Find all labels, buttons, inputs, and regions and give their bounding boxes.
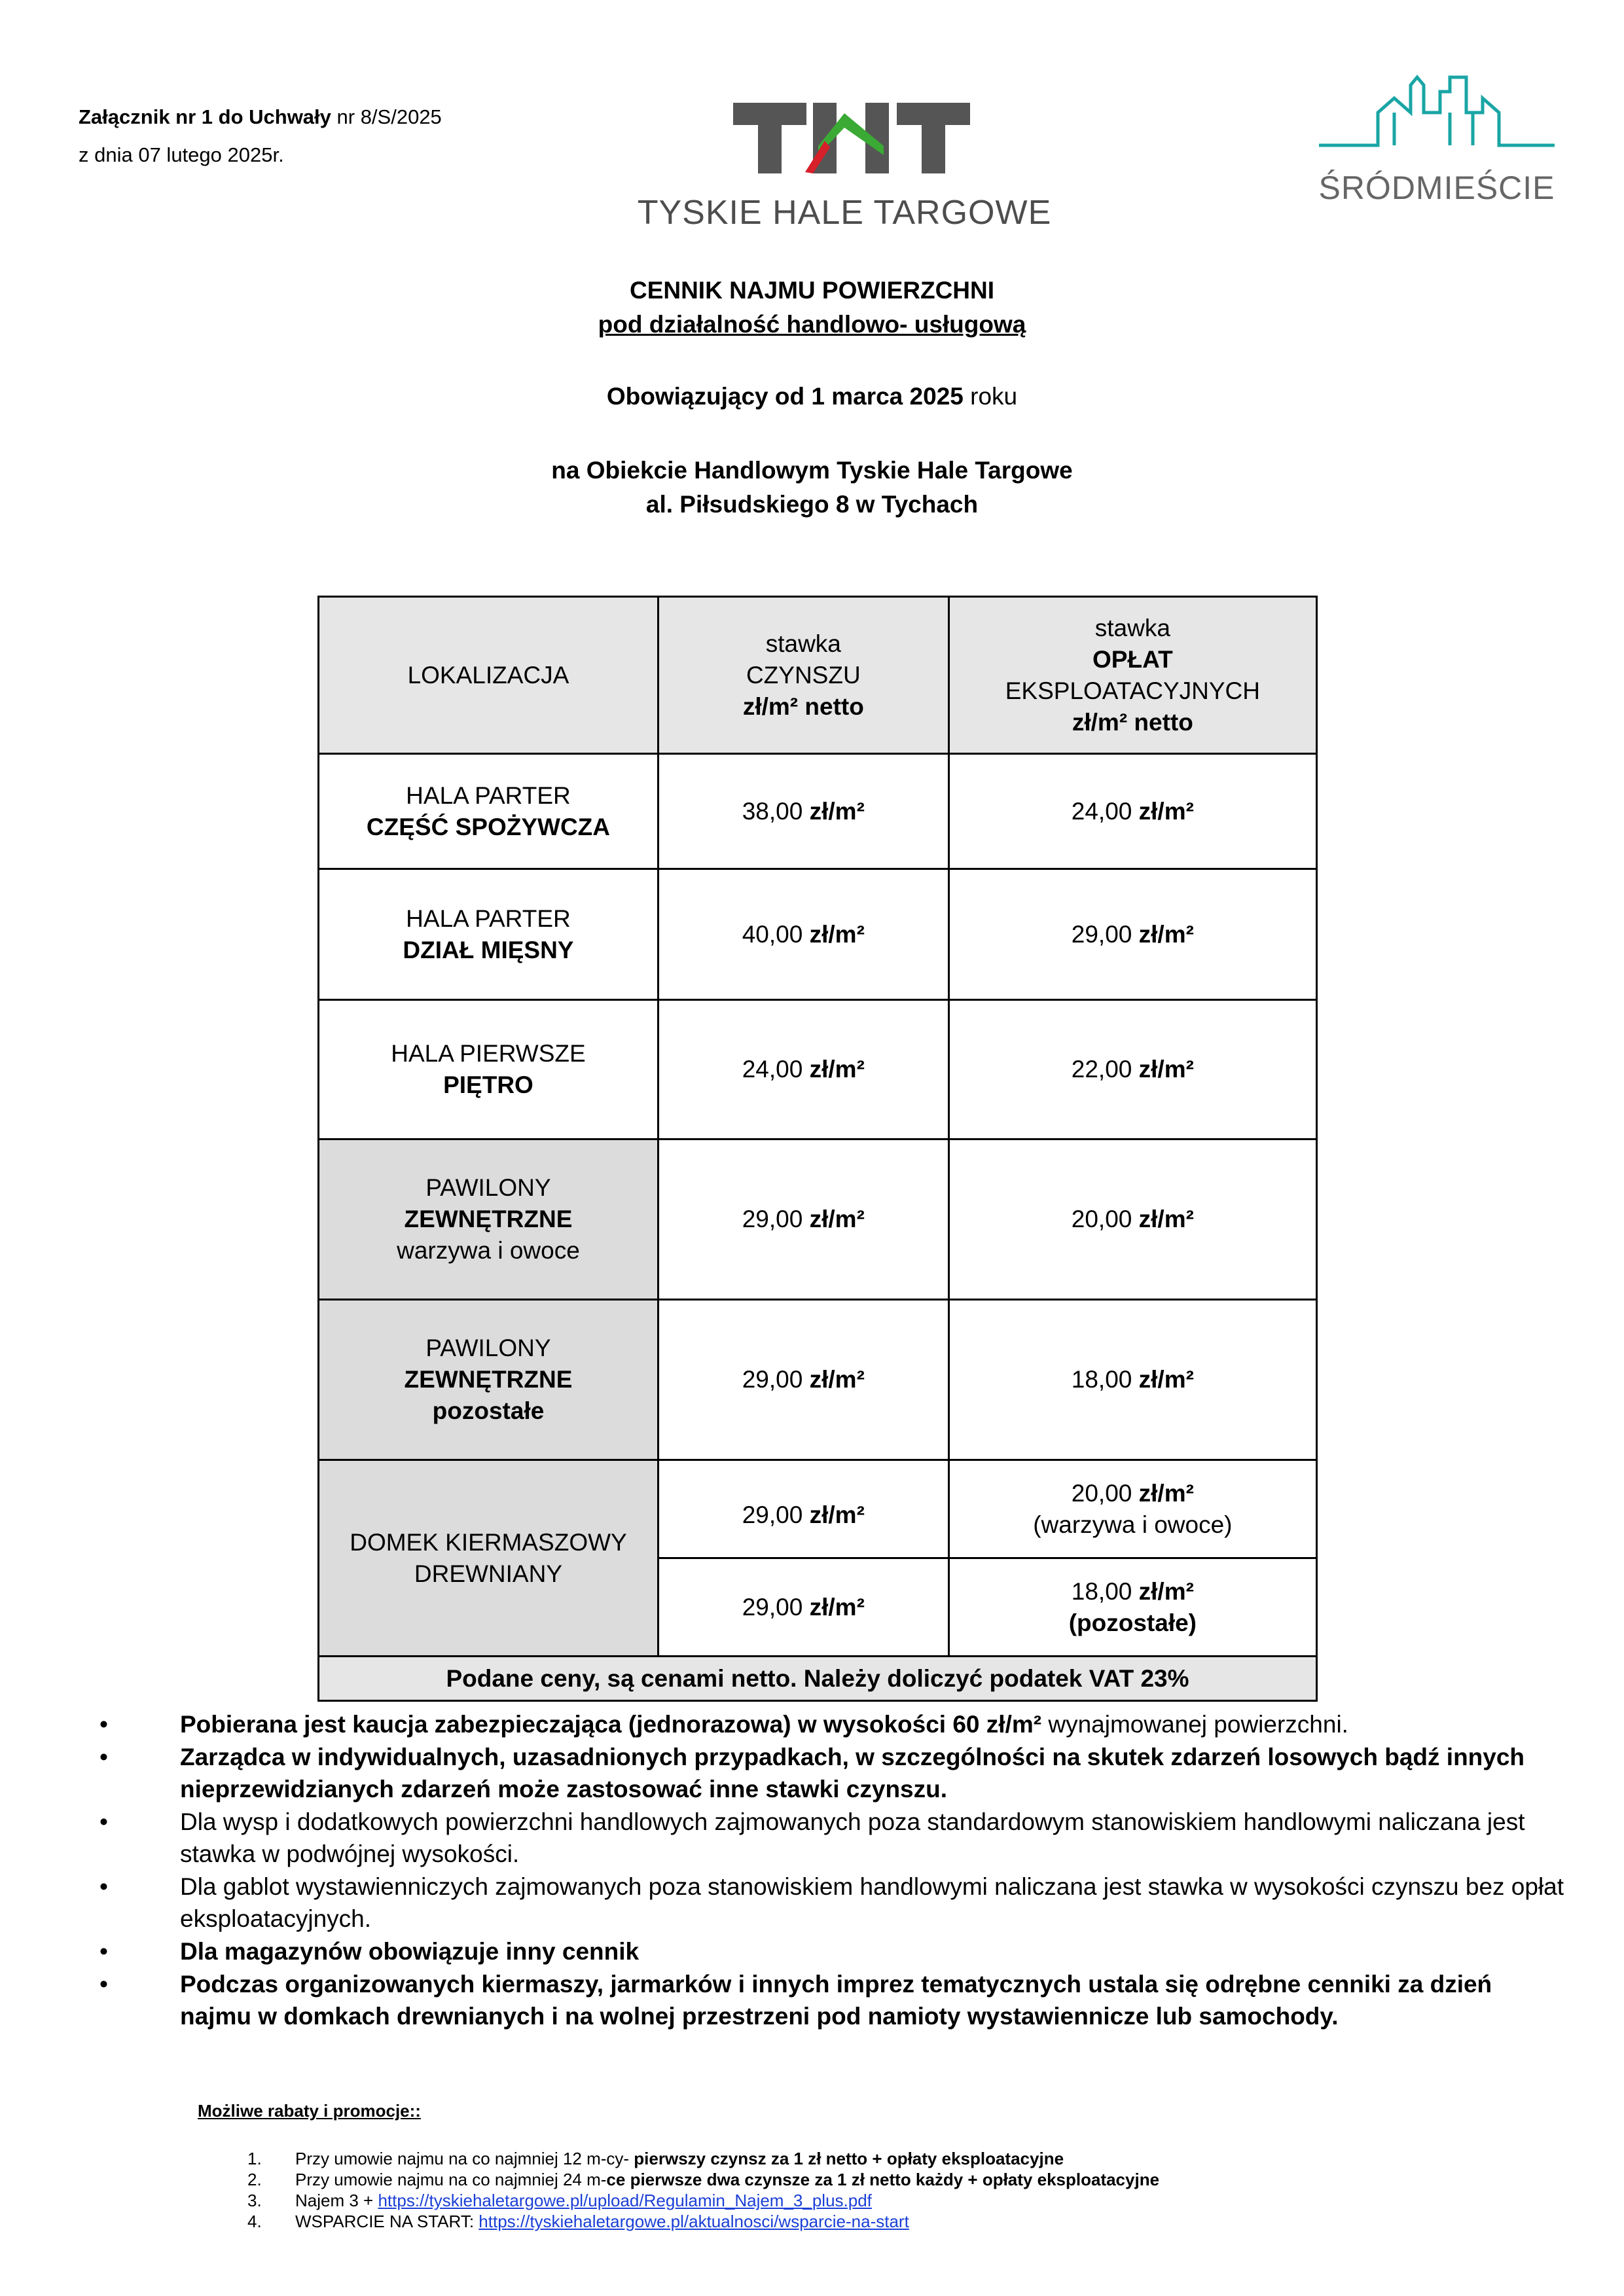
- header-rent-line: CZYNSZU: [746, 661, 861, 689]
- rule-text: Dla magazynów obowiązuje inny cennik: [180, 1938, 640, 1965]
- rule-text: Pobierana jest kaucja zabezpieczająca (jednorazowa) w wysokości: [180, 1711, 953, 1738]
- fee-value: 22,00: [1071, 1056, 1132, 1083]
- object-address: al. Piłsudskiego 8 w Tychach: [645, 491, 979, 518]
- deposit-amount: 60 zł/m²: [952, 1711, 1042, 1738]
- location-line: PAWILONY: [425, 1335, 551, 1361]
- row-location: [319, 1300, 659, 1460]
- row-rent: [658, 1558, 948, 1657]
- header-rent-line: stawka: [765, 630, 841, 657]
- header-fees-line: EKSPLOATACYJNYCH: [1005, 677, 1260, 704]
- location-line: DREWNIANY: [414, 1560, 563, 1587]
- list-item: [92, 1806, 1564, 1870]
- list-item: [92, 1968, 1564, 2032]
- fee-value: 24,00: [1071, 797, 1132, 825]
- title-line-1: CENNIK NAJMU POWIERZCHNI: [629, 277, 995, 304]
- vat-note: Podane ceny, są cenami netto. Należy doliczyć podatek VAT 23%: [446, 1664, 1189, 1692]
- table-row: [319, 754, 1317, 869]
- attachment-info: [79, 98, 442, 174]
- srodmiescie-logo: [1312, 72, 1561, 213]
- list-item: [92, 1935, 1564, 1967]
- unit-label: zł/m²: [1138, 1577, 1194, 1605]
- attachment-date: z dnia 07 lutego 2025r.: [79, 143, 284, 166]
- rent-value: 29,00: [742, 1593, 803, 1621]
- srodmiescie-logo-text: ŚRÓDMIEŚCIE: [1318, 170, 1555, 206]
- list-item: [247, 2211, 1159, 2232]
- wsparcie-link[interactable]: https://tyskiehaletargowe.pl/aktualnosci/wsparcie-na-start: [478, 2212, 909, 2231]
- validity-line: [0, 383, 1624, 410]
- tht-logo-mark: [622, 95, 1067, 193]
- header-location: [319, 597, 659, 754]
- list-item: [247, 2148, 1159, 2169]
- location-line: DOMEK KIERMASZOWY: [350, 1528, 627, 1556]
- item-number: 1.: [247, 2149, 262, 2168]
- unit-label: zł/m²: [1138, 1366, 1194, 1393]
- unit-label: zł/m²: [809, 1056, 865, 1083]
- row-rent: [658, 869, 948, 1000]
- srodmiescie-logo-mark: [1312, 72, 1561, 157]
- tht-logo-text: TYSKIE HALE TARGOWE: [637, 194, 1052, 232]
- list-item: [247, 2190, 1159, 2211]
- header-fees-line: stawka: [1094, 614, 1170, 641]
- rent-value: 38,00: [742, 797, 803, 825]
- row-location: [319, 869, 659, 1000]
- location-line: PAWILONY: [425, 1174, 551, 1201]
- bullet-icon: •: [99, 1938, 108, 1965]
- row-location: [319, 1000, 659, 1139]
- item-text: Przy umowie najmu na co najmniej 12 m-cy-: [295, 2149, 634, 2168]
- unit-label: zł/m²: [809, 920, 865, 948]
- table-row: [319, 869, 1317, 1000]
- location-line: PIĘTRO: [443, 1071, 533, 1098]
- rule-text: Podczas organizowanych kiermaszy, jarmarków i innych imprez tematycznych ustala się odrębne cenniki za dzień najmu w domkach drewnianych i na wolnej przestrzeni pod namioty wystawiennicze lub samochody.: [180, 1971, 1492, 2030]
- row-fee: [948, 1000, 1316, 1139]
- item-number: 4.: [247, 2212, 262, 2231]
- discounts-list: [247, 2148, 1159, 2232]
- unit-label: zł/m²: [1138, 1056, 1194, 1083]
- fee-value: 18,00: [1071, 1577, 1132, 1605]
- list-item: [92, 1708, 1564, 1740]
- row-fee: [948, 1300, 1316, 1460]
- row-location: [319, 754, 659, 869]
- location-line: ZEWNĘTRZNE: [404, 1366, 573, 1393]
- location-line: HALA PARTER: [406, 781, 571, 809]
- rent-value: 29,00: [742, 1366, 803, 1393]
- item-number: 3.: [247, 2191, 262, 2210]
- table-footer-row: [319, 1657, 1317, 1701]
- item-text: WSPARCIE NA START:: [295, 2212, 479, 2231]
- title-line-2: pod działalność handlowo- usługową: [598, 311, 1026, 338]
- row-fee: [948, 754, 1316, 869]
- discounts-title: Możliwe rabaty i promocje::: [198, 2101, 421, 2121]
- location-line: CZĘŚĆ SPOŻYWCZA: [366, 813, 610, 840]
- location-line: warzywa i owoce: [397, 1237, 580, 1264]
- list-item: [92, 1871, 1564, 1935]
- table-row: [319, 1139, 1317, 1300]
- unit-label: zł/m²: [809, 1593, 865, 1621]
- item-bold-text: ce pierwsze dwa czynsze za 1 zł netto każdy + opłaty eksploatacyjne: [606, 2170, 1160, 2189]
- regulamin-link[interactable]: https://tyskiehaletargowe.pl/upload/Regulamin_Najem_3_plus.pdf: [378, 2191, 872, 2210]
- object-name: na Obiekcie Handlowym Tyskie Hale Targowe: [551, 457, 1073, 484]
- row-rent: [658, 1300, 948, 1460]
- rules-list: [92, 1708, 1564, 2033]
- unit-label: zł/m²: [809, 1366, 865, 1393]
- validity-suffix: roku: [963, 383, 1018, 410]
- row-rent: [658, 1000, 948, 1139]
- row-rent: [658, 1460, 948, 1558]
- location-line: pozostałe: [432, 1397, 545, 1424]
- rent-value: 29,00: [742, 1501, 803, 1528]
- rule-text: Dla wysp i dodatkowych powierzchni handlowych zajmowanych poza standardowym stanowiskiem handlowymi naliczana jest stawka w podwójnej wysokości.: [180, 1808, 1525, 1867]
- table-row: [319, 1000, 1317, 1139]
- header-fees-unit: zł/m² netto: [1072, 708, 1193, 736]
- bullet-icon: •: [99, 1711, 108, 1738]
- attachment-number: nr 8/S/2025: [331, 105, 442, 128]
- location-line: HALA PIERWSZE: [391, 1040, 586, 1067]
- tht-logo: [622, 95, 1067, 239]
- row-rent: [658, 754, 948, 869]
- attachment-label: Załącznik nr 1 do Uchwały: [79, 105, 331, 128]
- bullet-icon: •: [99, 1873, 108, 1900]
- unit-label: zł/m²: [809, 1501, 865, 1528]
- item-number: 2.: [247, 2170, 262, 2189]
- table-footer-note: [319, 1657, 1317, 1701]
- bullet-icon: •: [99, 1971, 108, 1998]
- location-line: HALA PARTER: [406, 905, 571, 932]
- header-fees: [948, 597, 1316, 754]
- item-bold-text: pierwszy czynsz za 1 zł netto + opłaty eksploatacyjne: [634, 2149, 1064, 2168]
- rule-text: Dla gablot wystawienniczych zajmowanych poza stanowiskiem handlowymi naliczana jest stawka w wysokości czynszu bez opłat eksploatacyjnych.: [180, 1873, 1564, 1932]
- list-item: [92, 1741, 1564, 1805]
- row-location: [319, 1139, 659, 1300]
- table-header-row: [319, 597, 1317, 754]
- location-line: DZIAŁ MIĘSNY: [403, 936, 574, 963]
- unit-label: zł/m²: [1138, 1479, 1194, 1507]
- attachment-line: [79, 98, 442, 136]
- list-item: [247, 2169, 1159, 2190]
- header-rent: [658, 597, 948, 754]
- row-fee: [948, 1460, 1316, 1558]
- validity-date: Obowiązujący od 1 marca 2025: [606, 383, 964, 410]
- rent-value: 29,00: [742, 1206, 803, 1232]
- table-row-domek-a: [319, 1460, 1317, 1558]
- row-fee: [948, 869, 1316, 1000]
- unit-label: zł/m²: [1138, 1206, 1194, 1232]
- item-text: Przy umowie najmu na co najmniej 24 m-: [295, 2170, 607, 2189]
- price-table: [317, 596, 1318, 1702]
- item-text: Najem 3 +: [295, 2191, 378, 2210]
- bullet-icon: •: [99, 1808, 108, 1835]
- row-fee: [948, 1139, 1316, 1300]
- unit-label: zł/m²: [809, 1206, 865, 1232]
- rent-value: 40,00: [742, 920, 803, 948]
- row-location-domek: [319, 1460, 659, 1657]
- unit-label: zł/m²: [809, 797, 865, 825]
- fee-value: 29,00: [1071, 920, 1132, 948]
- row-rent: [658, 1139, 948, 1300]
- fee-value: 18,00: [1071, 1366, 1132, 1393]
- fee-note: (pozostałe): [1068, 1609, 1197, 1636]
- unit-label: zł/m²: [1138, 920, 1194, 948]
- header-fees-line: OPŁAT: [1092, 645, 1173, 673]
- rule-text: wynajmowanej powierzchni.: [1041, 1711, 1348, 1738]
- unit-label: zł/m²: [1138, 797, 1194, 825]
- rule-text: Zarządca w indywidualnych, uzasadnionych przypadkach, w szczególności na skutek zdarzeń losowych bądź innych nieprzewidzianych zdarzeń może zastosować inne stawki czynszu.: [180, 1744, 1525, 1803]
- bullet-icon: •: [99, 1744, 108, 1770]
- header-location-label: LOKALIZACJA: [407, 661, 569, 689]
- location-line: ZEWNĘTRZNE: [404, 1206, 573, 1232]
- row-fee: [948, 1558, 1316, 1657]
- rent-value: 24,00: [742, 1056, 803, 1083]
- fee-value: 20,00: [1071, 1479, 1132, 1507]
- header-rent-unit: zł/m² netto: [742, 692, 864, 720]
- fee-note: (warzywa i owoce): [1033, 1511, 1233, 1538]
- table-row: [319, 1300, 1317, 1460]
- fee-value: 20,00: [1071, 1206, 1132, 1232]
